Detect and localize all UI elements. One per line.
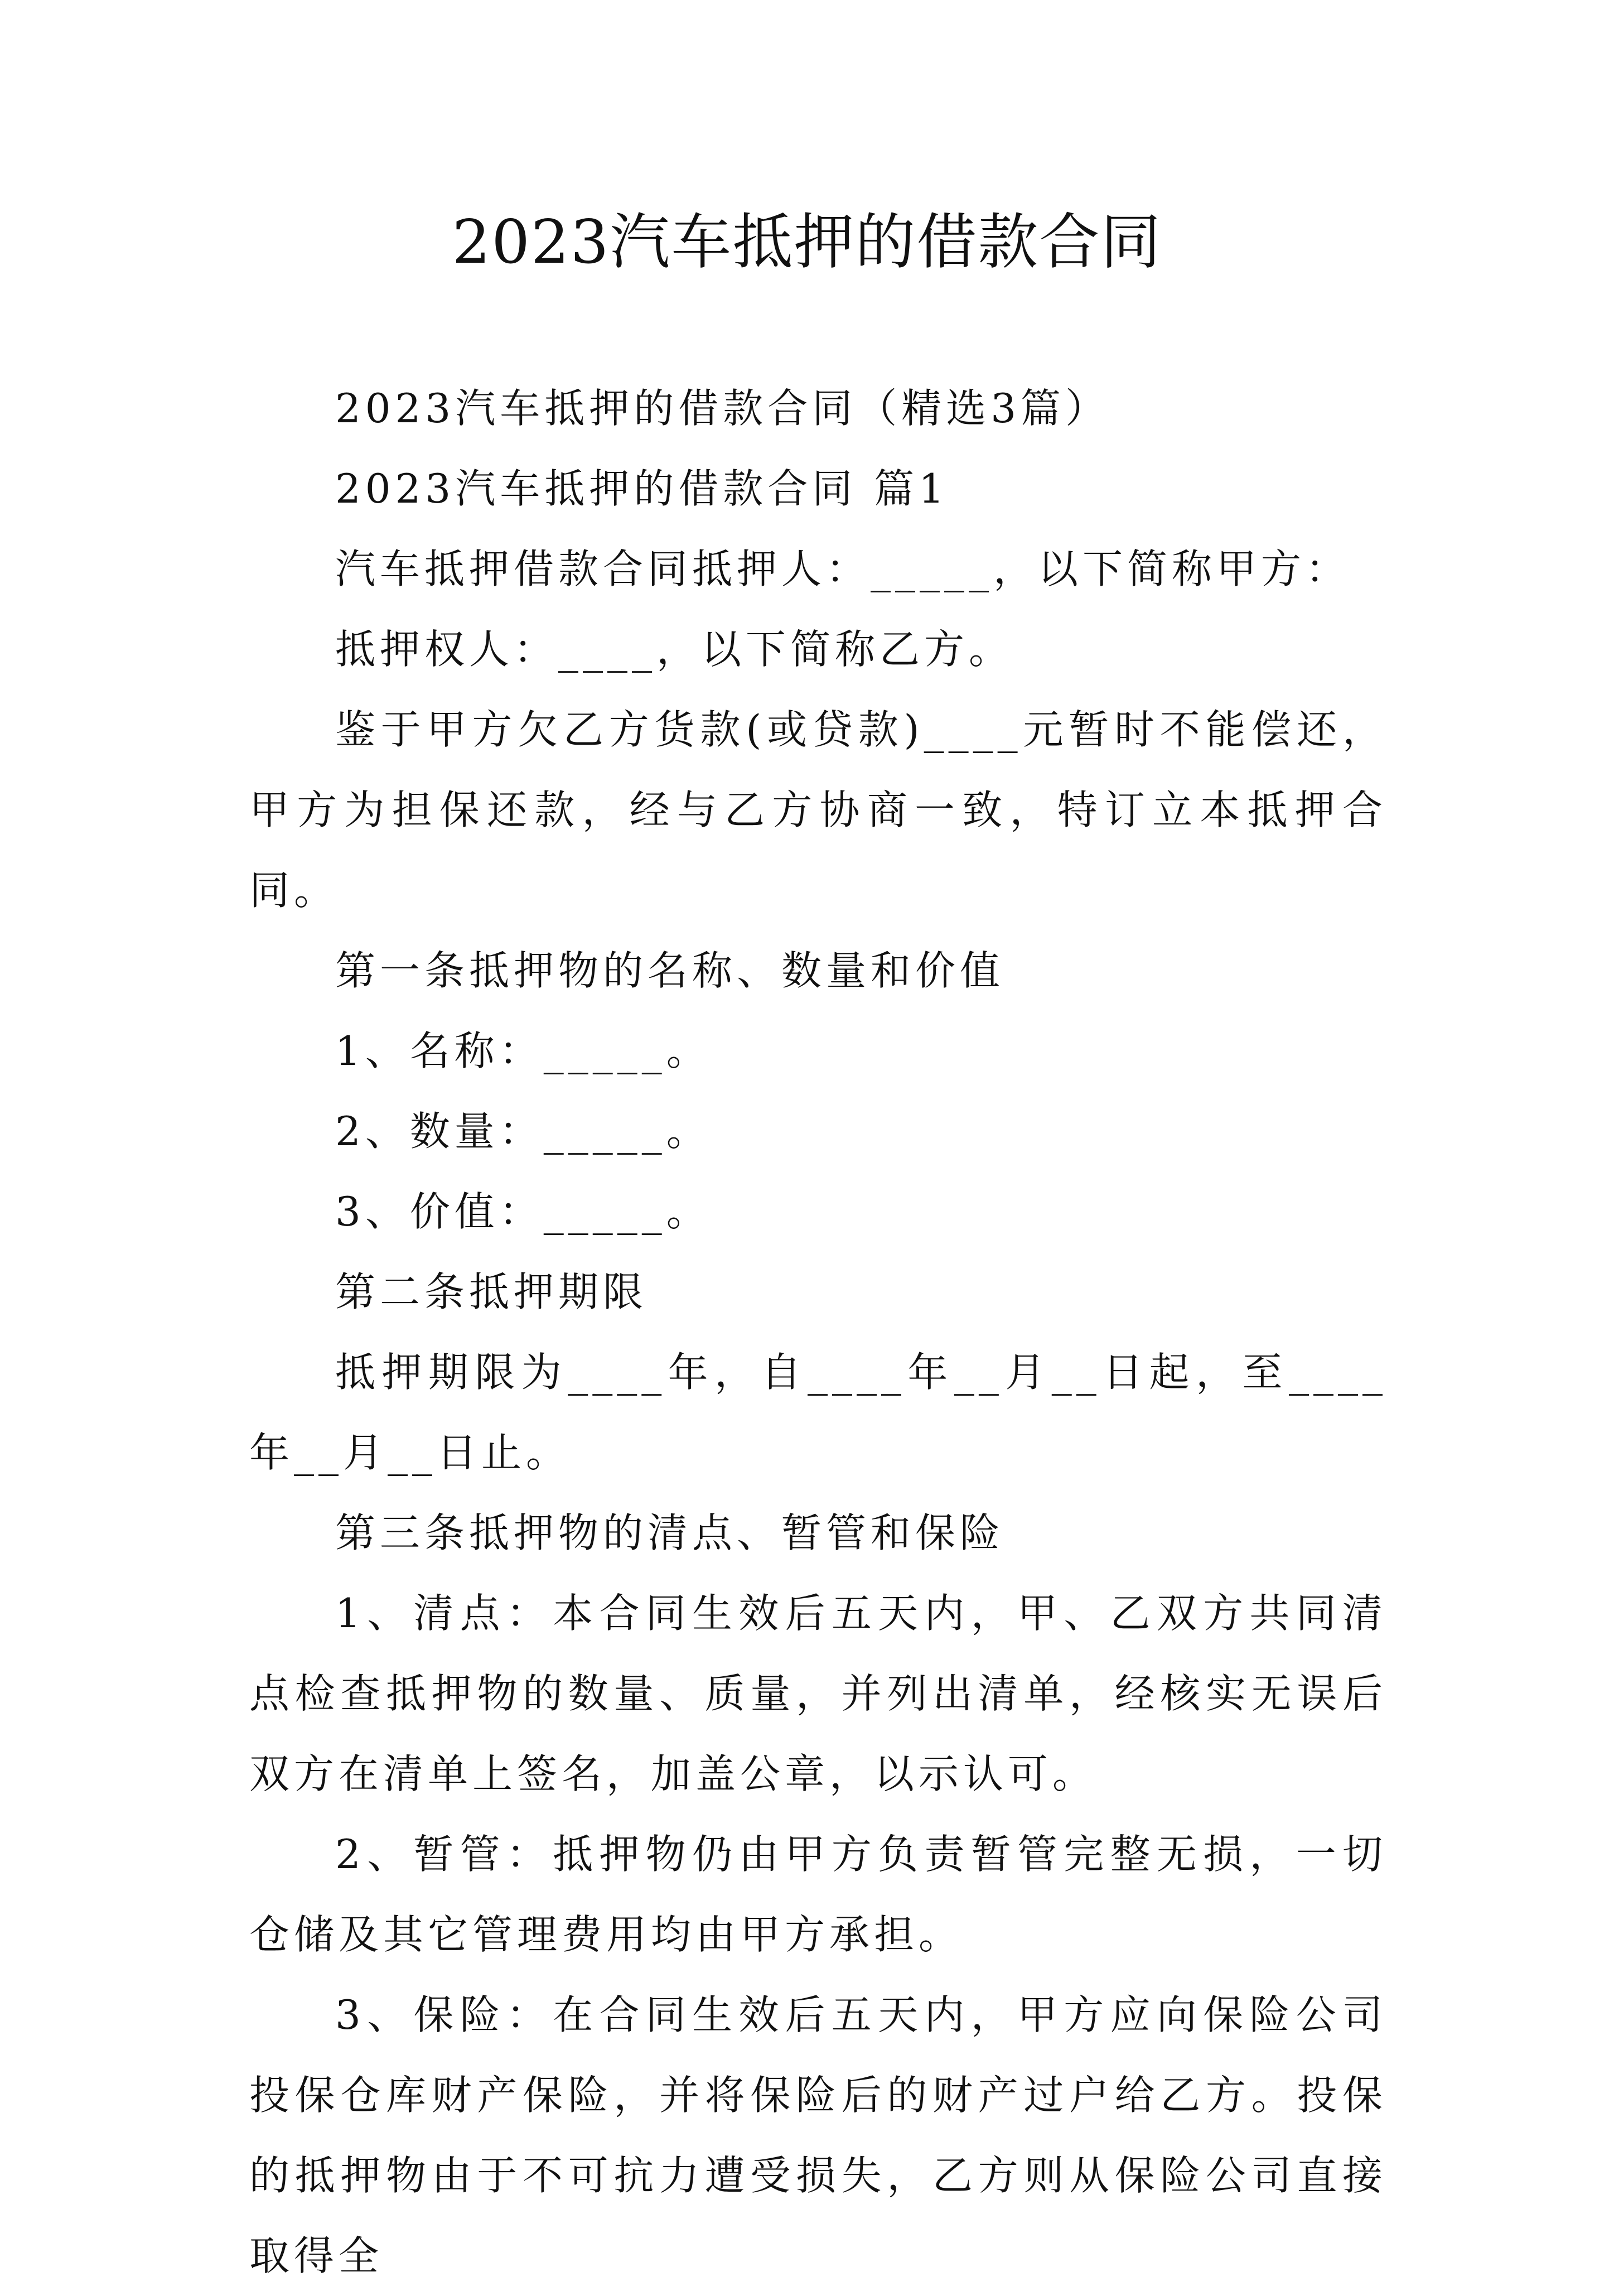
- article-1-item-value: 3、价值：_____。: [335, 1188, 711, 1235]
- article-1-item-quantity: 2、数量：_____。: [335, 1108, 711, 1155]
- paragraph-section-heading: 2023汽车抵押的借款合同 篇1: [335, 465, 949, 512]
- article-2-heading: 第二条抵押期限: [335, 1268, 648, 1315]
- document-body: [249, 368, 1387, 2296]
- article-3-item-insurance: 3、保险：在合同生效后五天内，甲方应向保险公司投保仓库财产保险，并将保险后的财产过户给乙方。投保的抵押物由于不可抗力遭受损失，乙方则从保险公司直接取得全: [249, 1991, 1387, 2279]
- article-1-item-name: 1、名称：_____。: [335, 1028, 711, 1074]
- paragraph-mortgagor: 汽车抵押借款合同抵押人：_____，以下简称甲方：: [335, 546, 1351, 592]
- paragraph-mortgagee: 抵押权人：____，以下简称乙方。: [335, 626, 1014, 673]
- article-3-item-custody: 2、暂管：抵押物仍由甲方负责暂管完整无损，一切仓储及其它管理费用均由甲方承担。: [249, 1831, 1387, 1958]
- paragraph-subtitle: 2023汽车抵押的借款合同（精选3篇）: [335, 385, 1110, 432]
- article-1-heading: 第一条抵押物的名称、数量和价值: [335, 947, 1005, 994]
- paragraph-preamble: 鉴于甲方欠乙方货款(或贷款)____元暂时不能偿还，甲方为担保还款，经与乙方协商一致，特订立本抵押合同。: [249, 706, 1387, 914]
- article-3-item-inventory: 1、清点：本合同生效后五天内，甲、乙双方共同清点检查抵押物的数量、质量，并列出清单，经核实无误后双方在清单上签名，加盖公章，以示认可。: [249, 1590, 1387, 1797]
- document-title: 2023汽车抵押的借款合同: [452, 208, 1162, 277]
- article-3-heading: 第三条抵押物的清点、暂管和保险: [335, 1509, 1005, 1556]
- article-2-term: 抵押期限为____年，自____年__月__日起，至____年__月__日止。: [249, 1349, 1387, 1476]
